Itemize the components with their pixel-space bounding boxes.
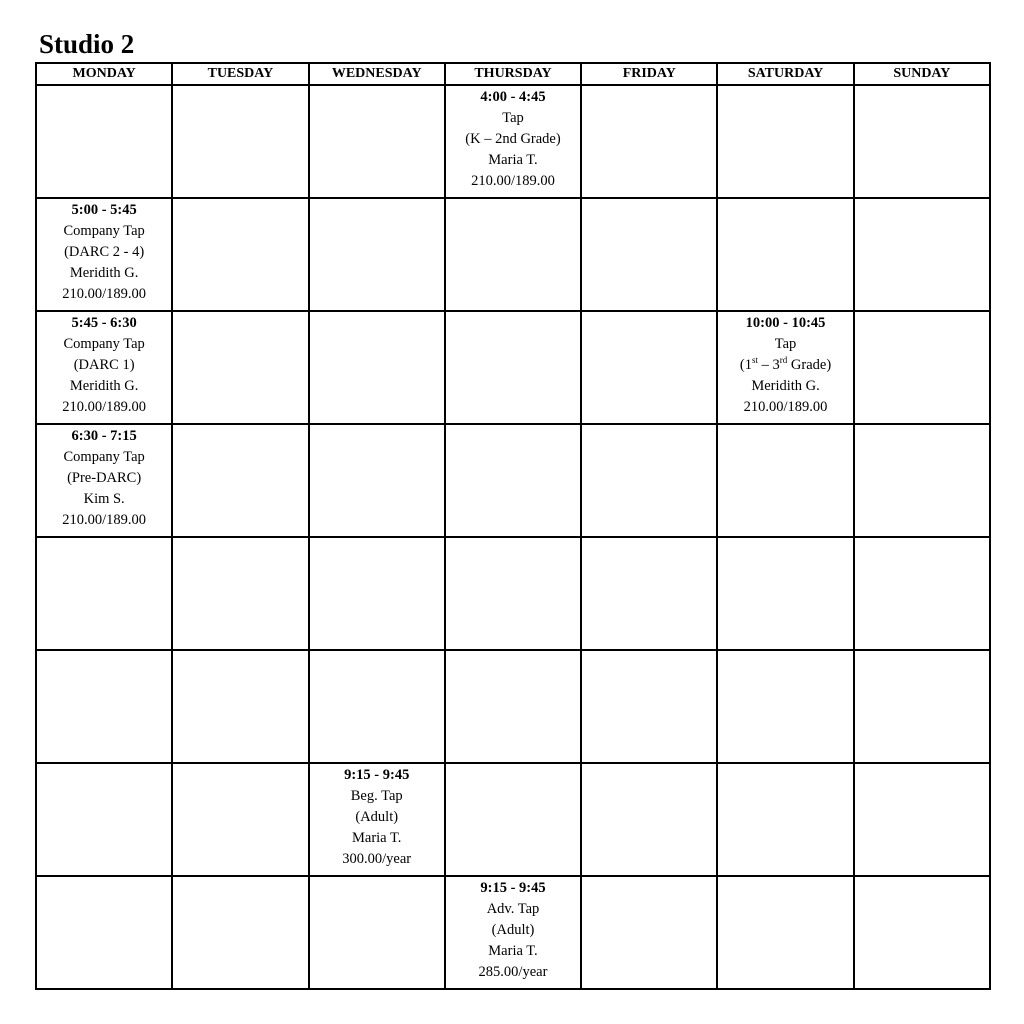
day-header-monday: MONDAY [36, 63, 172, 85]
schedule-cell-wednesday [309, 763, 445, 876]
schedule-cell-thursday [445, 85, 581, 198]
schedule-cell-monday [36, 650, 172, 763]
schedule-cell-friday [581, 537, 717, 650]
schedule-cell-wednesday [309, 537, 445, 650]
schedule-cell-wednesday [309, 650, 445, 763]
schedule-cell-wednesday [309, 311, 445, 424]
class-level-text: (1 [739, 357, 753, 373]
schedule-cell-friday [581, 876, 717, 989]
schedule-table [35, 62, 991, 990]
schedule-row [36, 650, 990, 763]
ordinal-suffix: rd [779, 355, 788, 366]
schedule-row [36, 876, 990, 989]
class-name: Company Tap [63, 336, 145, 352]
page-title: Studio 2 [39, 29, 135, 59]
schedule-cell-wednesday [309, 85, 445, 198]
class-teacher: Meridith G. [69, 378, 139, 394]
schedule-cell-monday [36, 85, 172, 198]
class-name: Adv. Tap [486, 901, 540, 917]
schedule-cell-monday [36, 537, 172, 650]
schedule-cell-tuesday [172, 876, 308, 989]
day-header-sunday: SUNDAY [854, 63, 990, 85]
schedule-cell-sunday [854, 876, 990, 989]
class-level: (DARC 1) [73, 357, 135, 373]
schedule-cell-tuesday [172, 85, 308, 198]
ordinal-suffix: st [752, 355, 759, 366]
schedule-cell-sunday [854, 650, 990, 763]
schedule-cell-thursday [445, 311, 581, 424]
day-header-row [36, 63, 990, 85]
class-name: Company Tap [63, 223, 145, 239]
schedule-cell-wednesday [309, 198, 445, 311]
schedule-cell-friday [581, 650, 717, 763]
schedule-cell-saturday [717, 537, 853, 650]
schedule-cell-sunday [854, 198, 990, 311]
class-time: 4:00 - 4:45 [480, 89, 546, 105]
class-price: 300.00/year [342, 851, 412, 867]
class-level: (DARC 2 - 4) [64, 244, 145, 260]
schedule-cell-saturday [717, 198, 853, 311]
schedule-cell-wednesday [309, 424, 445, 537]
schedule-cell-thursday [445, 650, 581, 763]
schedule-row [36, 537, 990, 650]
class-teacher: Maria T. [352, 830, 402, 846]
class-time: 10:00 - 10:45 [745, 315, 826, 331]
class-time: 9:15 - 9:45 [480, 880, 546, 896]
schedule-cell-tuesday [172, 650, 308, 763]
schedule-cell-tuesday [172, 537, 308, 650]
schedule-cell-saturday [717, 85, 853, 198]
schedule-cell-tuesday [172, 311, 308, 424]
schedule-row [36, 424, 990, 537]
day-header-saturday: SATURDAY [717, 63, 853, 85]
class-time: 6:30 - 7:15 [71, 428, 137, 444]
schedule-cell-friday [581, 85, 717, 198]
class-time: 5:45 - 6:30 [71, 315, 137, 331]
class-teacher: Meridith G. [751, 378, 820, 394]
class-price: 210.00/189.00 [62, 286, 147, 302]
class-level: (K – 2nd Grade) [465, 131, 561, 147]
schedule-cell-monday [36, 876, 172, 989]
schedule-cell-thursday [445, 537, 581, 650]
class-level: (Adult) [355, 809, 399, 825]
class-price: 210.00/189.00 [62, 512, 147, 528]
schedule-cell-thursday [445, 876, 581, 989]
schedule-cell-wednesday [309, 876, 445, 989]
schedule-cell-sunday [854, 537, 990, 650]
class-teacher: Maria T. [488, 152, 538, 168]
schedule-cell-friday [581, 424, 717, 537]
class-level: (Pre-DARC) [67, 470, 142, 486]
schedule-cell-monday [36, 198, 172, 311]
class-level [718, 355, 852, 376]
schedule-cell-sunday [854, 311, 990, 424]
class-price: 210.00/189.00 [471, 173, 555, 189]
schedule-cell-monday [36, 763, 172, 876]
class-price: 285.00/year [478, 964, 548, 980]
schedule-cell-sunday [854, 424, 990, 537]
class-name: Company Tap [63, 449, 145, 465]
schedule-row [36, 85, 990, 198]
schedule-cell-friday [581, 311, 717, 424]
schedule-cell-friday [581, 763, 717, 876]
class-teacher: Kim S. [83, 491, 125, 507]
day-header-tuesday: TUESDAY [172, 63, 308, 85]
schedule-cell-monday [36, 311, 172, 424]
class-name: Beg. Tap [350, 788, 403, 804]
class-level: (Adult) [491, 922, 535, 938]
schedule-cell-thursday [445, 198, 581, 311]
schedule-cell-friday [581, 198, 717, 311]
class-name: Tap [502, 110, 524, 126]
schedule-cell-saturday [717, 424, 853, 537]
schedule-cell-tuesday [172, 424, 308, 537]
class-time: 5:00 - 5:45 [71, 202, 137, 218]
schedule-row [36, 763, 990, 876]
schedule-cell-saturday [717, 650, 853, 763]
schedule-cell-thursday [445, 424, 581, 537]
class-teacher: Maria T. [488, 943, 538, 959]
day-header-wednesday: WEDNESDAY [309, 63, 445, 85]
class-level-text: – 3 [758, 357, 780, 373]
class-time: 9:15 - 9:45 [344, 767, 410, 783]
schedule-cell-sunday [854, 85, 990, 198]
schedule-cell-tuesday [172, 198, 308, 311]
day-header-friday: FRIDAY [581, 63, 717, 85]
schedule-cell-tuesday [172, 763, 308, 876]
schedule-cell-thursday [445, 763, 581, 876]
day-header-thursday: THURSDAY [445, 63, 581, 85]
schedule-cell-saturday [717, 763, 853, 876]
schedule-cell-sunday [854, 763, 990, 876]
schedule-cell-saturday [717, 311, 853, 424]
class-teacher: Meridith G. [69, 265, 139, 281]
schedule-row [36, 311, 990, 424]
class-price: 210.00/189.00 [62, 399, 147, 415]
class-price: 210.00/189.00 [743, 399, 828, 415]
schedule-row [36, 198, 990, 311]
class-name: Tap [774, 336, 797, 352]
class-level-text: Grade) [787, 357, 832, 373]
schedule-cell-monday [36, 424, 172, 537]
schedule-cell-saturday [717, 876, 853, 989]
